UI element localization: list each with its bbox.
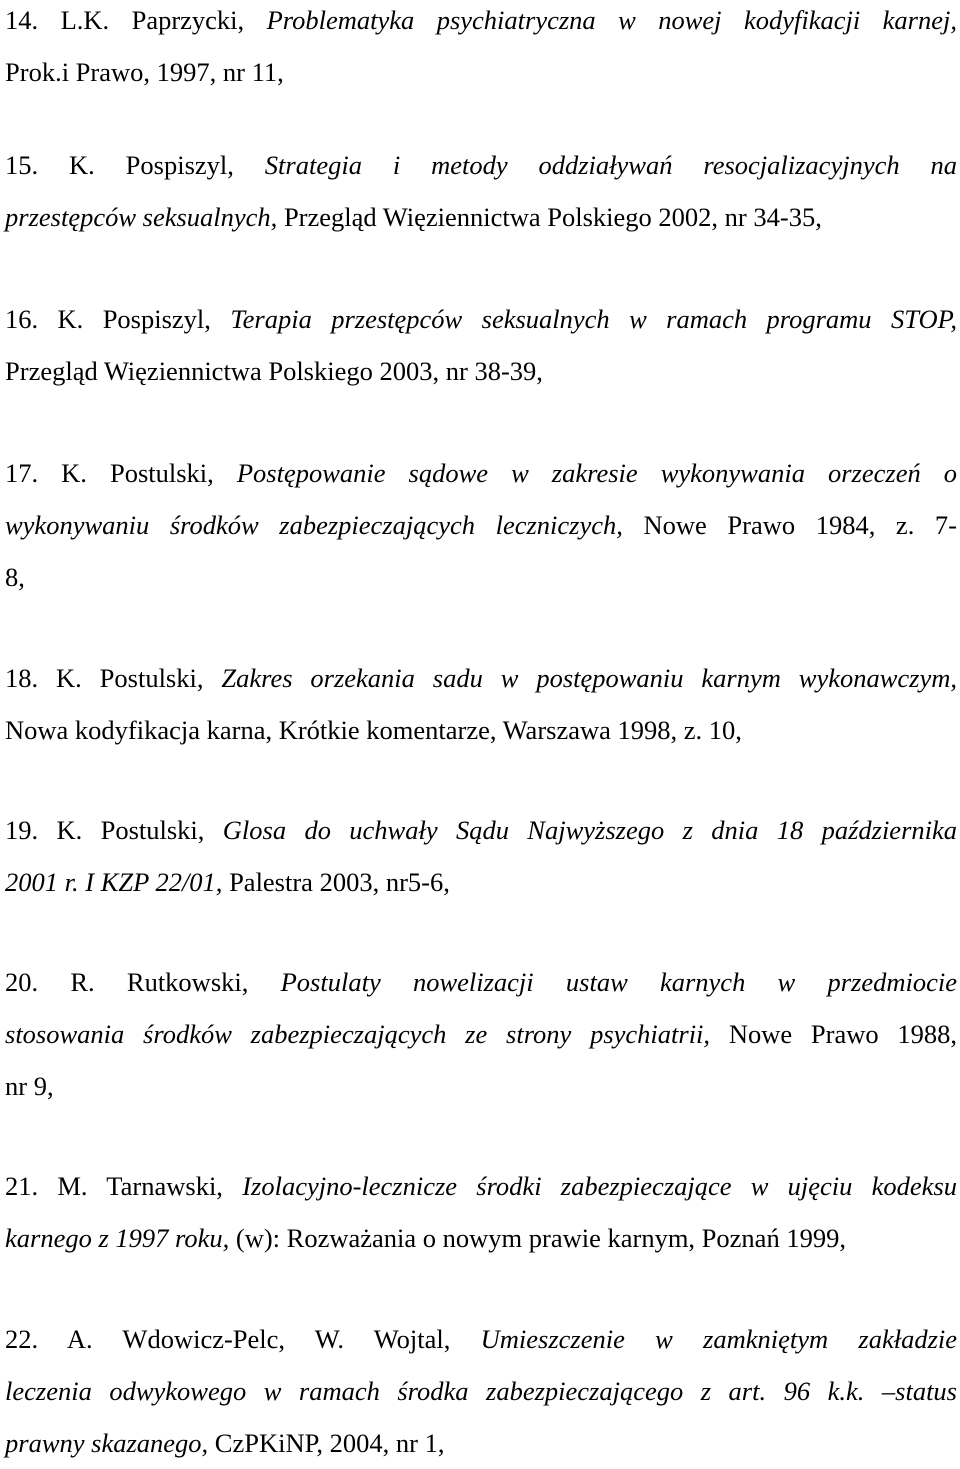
reference-text: (w): Rozważania o nowym prawie karnym, Poznań 1999,	[229, 1223, 846, 1253]
reference-line	[5, 191, 957, 243]
reference-line	[5, 139, 957, 191]
reference-text: Przegląd Więziennictwa Polskiego 2003, nr 38-39,	[5, 356, 543, 386]
reference-title-text: wykonywaniu środków zabezpieczających leczniczych,	[5, 510, 623, 540]
reference-line	[5, 1160, 957, 1212]
reference-text: 8,	[5, 562, 25, 592]
reference-15	[5, 139, 957, 243]
reference-text: Nowe Prawo 1984, z. 7-	[622, 510, 957, 540]
reference-text: 22. A. Wdowicz-Pelc, W. Wojtal,	[5, 1324, 481, 1354]
reference-title-text: Postulaty nowelizacji ustaw karnych w przedmiocie	[280, 967, 957, 997]
reference-14	[5, 0, 957, 98]
reference-title-text: leczenia odwykowego w ramach środka zabezpieczającego z art. 96 k.k. –status	[5, 1376, 957, 1406]
reference-line	[5, 652, 957, 704]
reference-text: 18. K. Postulski,	[5, 663, 222, 693]
reference-title-text: przestępców seksualnych,	[5, 202, 278, 232]
reference-text: Palestra 2003, nr5-6,	[222, 867, 450, 897]
reference-line	[5, 293, 957, 345]
reference-line	[5, 1008, 957, 1060]
reference-text: 17. K. Postulski,	[5, 458, 237, 488]
reference-title-text: Postępowanie sądowe w zakresie wykonywania orzeczeń o	[236, 458, 957, 488]
reference-line	[5, 804, 957, 856]
reference-line	[5, 499, 957, 551]
reference-title-text: prawny skazanego,	[5, 1428, 209, 1458]
reference-text: CzPKiNP, 2004, nr 1,	[208, 1428, 445, 1458]
reference-text: 15. K. Pospiszyl,	[5, 150, 265, 180]
reference-line	[5, 1212, 957, 1264]
reference-16	[5, 293, 957, 397]
reference-text: 20. R. Rutkowski,	[5, 967, 281, 997]
reference-line	[5, 345, 957, 397]
reference-title-text: karnego z 1997 roku,	[5, 1223, 230, 1253]
reference-text: 16. K. Pospiszyl,	[5, 304, 231, 334]
reference-title-text: Umieszczenie w zamkniętym zakładzie	[480, 1324, 958, 1354]
reference-text: Przegląd Więziennictwa Polskiego 2002, nr 34-35,	[277, 202, 822, 232]
reference-line	[5, 0, 957, 46]
reference-line	[5, 46, 957, 98]
reference-line	[5, 1060, 957, 1112]
reference-title-text: Glosa do uchwały Sądu Najwyższego z dnia 18 października	[222, 815, 958, 845]
reference-title-text: Strategia i metody oddziaływań resocjalizacyjnych na	[264, 150, 957, 180]
reference-text: nr 9,	[5, 1071, 54, 1101]
reference-text: 14. L.K. Paprzycki,	[5, 5, 267, 35]
reference-text: 21. M. Tarnawski,	[5, 1171, 243, 1201]
reference-text: 19. K. Postulski,	[5, 815, 223, 845]
reference-20	[5, 956, 957, 1112]
reference-title-text: Problematyka psychiatryczna w nowej kodyfikacji karnej,	[266, 5, 957, 35]
reference-line	[5, 1417, 957, 1469]
reference-line	[5, 447, 957, 499]
reference-title-text: Terapia przestępców seksualnych w ramach programu STOP,	[230, 304, 957, 334]
reference-18	[5, 652, 957, 756]
reference-title-text: 2001 r. I KZP 22/01,	[5, 867, 223, 897]
reference-text: Prok.i Prawo, 1997, nr 11,	[5, 57, 284, 87]
reference-22	[5, 1313, 957, 1469]
reference-line	[5, 551, 957, 603]
reference-text: Nowe Prawo 1988,	[710, 1019, 958, 1049]
reference-19	[5, 804, 957, 908]
reference-line	[5, 1313, 957, 1365]
reference-17	[5, 447, 957, 603]
reference-21	[5, 1160, 957, 1264]
reference-title-text: Zakres orzekania sadu w postępowaniu karnym wykonawczym,	[221, 663, 958, 693]
reference-line	[5, 1365, 957, 1417]
reference-text: Nowa kodyfikacja karna, Krótkie komentarze, Warszawa 1998, z. 10,	[5, 715, 742, 745]
reference-title-text: stosowania środków zabezpieczających ze strony psychiatrii,	[5, 1019, 711, 1049]
reference-line	[5, 704, 957, 756]
reference-line	[5, 856, 957, 908]
reference-line	[5, 956, 957, 1008]
reference-title-text: Izolacyjno-lecznicze środki zabezpieczające w ujęciu kodeksu	[242, 1171, 958, 1201]
